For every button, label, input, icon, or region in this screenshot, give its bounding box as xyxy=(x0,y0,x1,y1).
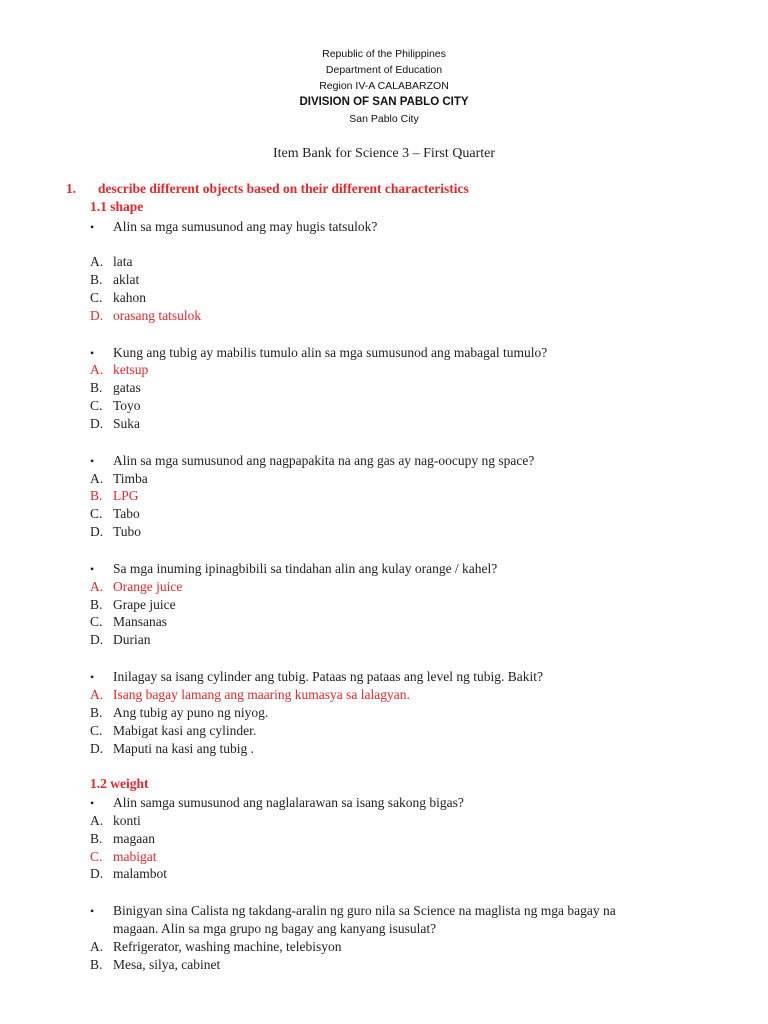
option: B. Mesa, silya, cabinet xyxy=(90,957,221,972)
option: D. Suka xyxy=(90,416,140,431)
question-5 xyxy=(90,669,543,685)
option: D. Tubo xyxy=(90,524,142,539)
option: C. kahon xyxy=(90,290,146,305)
competency-text: describe different objects based on their different characteristics xyxy=(98,181,469,196)
question-6 xyxy=(90,795,464,811)
correct-option: D. orasang tatsulok xyxy=(90,308,202,323)
option: A. konti xyxy=(90,813,141,828)
bullet-icon: • xyxy=(90,220,95,234)
competency-heading xyxy=(66,181,469,197)
question-4 xyxy=(90,561,497,577)
option: D. Durian xyxy=(90,632,151,647)
header-department: Department of Education xyxy=(325,64,443,76)
option: A. Timba xyxy=(90,471,148,486)
question-text: Alin samga sumusunod ang naglalarawan sa isang sakong bigas? xyxy=(113,795,464,810)
question-7 xyxy=(90,903,616,919)
question-text-line2: magaan. Alin sa mga grupo ng bagay ang kanyang isusulat? xyxy=(113,921,437,936)
option: C. Mabigat kasi ang cylinder. xyxy=(90,723,257,738)
option: B. magaan xyxy=(90,831,155,846)
option: B. Ang tubig ay puno ng niyog. xyxy=(90,705,269,720)
question-2 xyxy=(90,345,547,361)
header-region: Region IV-A CALABARZON xyxy=(319,80,449,92)
competency-number: 1. xyxy=(66,181,77,196)
document-title: Item Bank for Science 3 – First Quarter xyxy=(273,146,495,161)
option: A. lata xyxy=(90,254,133,269)
correct-option: A. ketsup xyxy=(90,362,149,377)
section-weight: 1.2 weight xyxy=(90,776,149,791)
correct-option: A. Isang bagay lamang ang maaring kumasya sa lalagyan. xyxy=(90,687,410,702)
question-3 xyxy=(90,453,534,469)
option: B. gatas xyxy=(90,380,141,395)
header-republic: Republic of the Philippines xyxy=(322,48,446,60)
option: D. Maputi na kasi ang tubig . xyxy=(90,741,254,756)
option: C. Toyo xyxy=(90,398,141,413)
question-text: Inilagay sa isang cylinder ang tubig. Pataas ng pataas ang level ng tubig. Bakit? xyxy=(113,669,544,684)
bullet-icon: • xyxy=(90,670,95,684)
bullet-icon: • xyxy=(90,904,95,918)
question-text: Kung ang tubig ay mabilis tumulo alin sa mga sumusunod ang mabagal tumulo? xyxy=(113,345,548,360)
correct-option: B. LPG xyxy=(90,488,139,503)
question-text: Alin sa mga sumusunod ang may hugis tatsulok? xyxy=(113,219,378,234)
header-city: San Pablo City xyxy=(349,113,419,125)
bullet-icon: • xyxy=(90,346,95,360)
question-text: Alin sa mga sumusunod ang nagpapakita na ang gas ay nag-oocupy ng space? xyxy=(113,453,535,468)
option: C. Tabo xyxy=(90,506,140,521)
correct-option: A. Orange juice xyxy=(90,579,183,594)
question-text-line1: Binigyan sina Calista ng takdang-aralin ng guro nila sa Science na maglista ng mga bagay na xyxy=(113,903,616,918)
option: D. malambot xyxy=(90,866,167,881)
header-division: DIVISION OF SAN PABLO CITY xyxy=(299,96,469,108)
option: B. Grape juice xyxy=(90,597,176,612)
question-1 xyxy=(90,219,377,235)
bullet-icon: • xyxy=(90,454,95,468)
option: A. Refrigerator, washing machine, telebisyon xyxy=(90,939,342,954)
bullet-icon: • xyxy=(90,562,95,576)
section-shape: 1.1 shape xyxy=(90,199,144,214)
correct-option: C. mabigat xyxy=(90,849,157,864)
option: B. aklat xyxy=(90,272,140,287)
option: C. Mansanas xyxy=(90,614,167,629)
question-text: Sa mga inuming ipinagbibili sa tindahan alin ang kulay orange / kahel? xyxy=(113,561,498,576)
bullet-icon: • xyxy=(90,796,95,810)
